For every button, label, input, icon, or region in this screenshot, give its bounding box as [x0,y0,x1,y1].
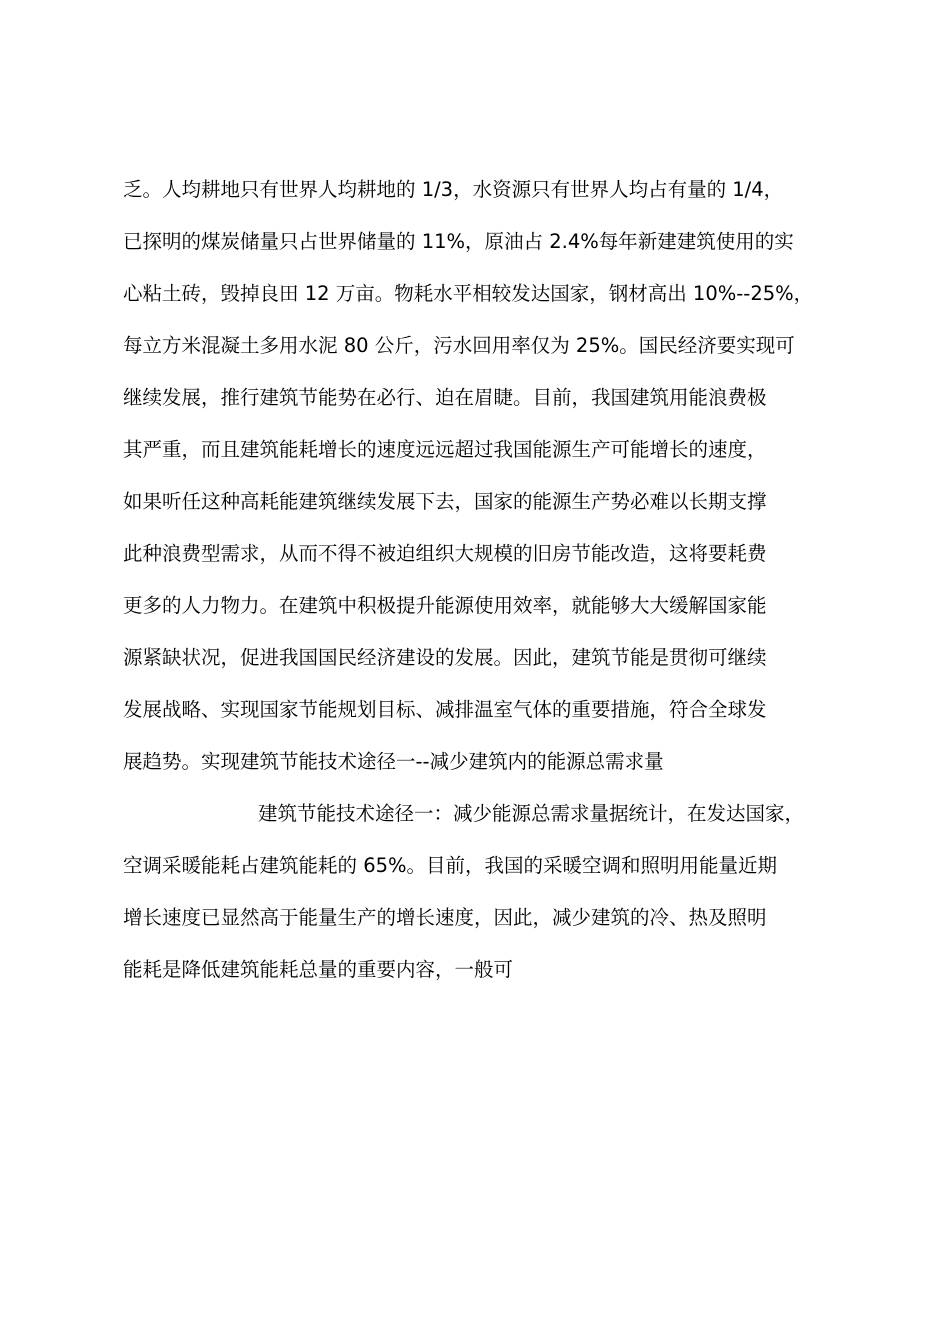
text-line: 发展战略、实现国家节能规划目标、减排温室气体的重要措施，符合全球发 [123,698,767,721]
text-line: 展趋势。实现建筑节能技术途径一--减少建筑内的能源总需求量 [123,750,664,773]
text-line: 能耗是降低建筑能耗总量的重要内容，一般可 [123,958,514,981]
text-line: 其严重，而且建筑能耗增长的速度远远超过我国能源生产可能增长的速度， [123,438,767,461]
text-line: 更多的人力物力。在建筑中积极提升能源使用效率，就能够大大缓解国家能 [123,594,767,617]
text-line: 每立方米混凝土多用水泥 80 公斤，污水回用率仅为 25%。国民经济要实现可 [123,334,795,357]
text-line: 继续发展，推行建筑节能势在必行、迫在眉睫。目前，我国建筑用能浪费极 [123,386,767,409]
text-line: 此种浪费型需求，从而不得不被迫组织大规模的旧房节能改造，这将要耗费 [123,542,767,565]
text-line: 已探明的煤炭储量只占世界储量的 11%，原油占 2.4%每年新建建筑使用的实 [123,230,794,253]
text-line: 空调采暖能耗占建筑能耗的 65%。目前，我国的采暖空调和照明用能量近期 [123,854,778,877]
section-heading-line: 建筑节能技术途径一：减少能源总需求量据统计，在发达国家， [258,802,805,825]
text-line: 乏。人均耕地只有世界人均耕地的 1/3，水资源只有世界人均占有量的 1/4， [123,178,784,201]
text-line: 如果听任这种高耗能建筑继续发展下去，国家的能源生产势必难以长期支撑 [123,490,767,513]
text-line: 源紧缺状况，促进我国国民经济建设的发展。因此，建筑节能是贯彻可继续 [123,646,767,669]
text-line: 增长速度已显然高于能量生产的增长速度，因此，减少建筑的冷、热及照明 [123,906,767,929]
text-line: 心粘土砖，毁掉良田 12 万亩。物耗水平相较发达国家，钢材高出 10%--25%， [123,282,814,305]
